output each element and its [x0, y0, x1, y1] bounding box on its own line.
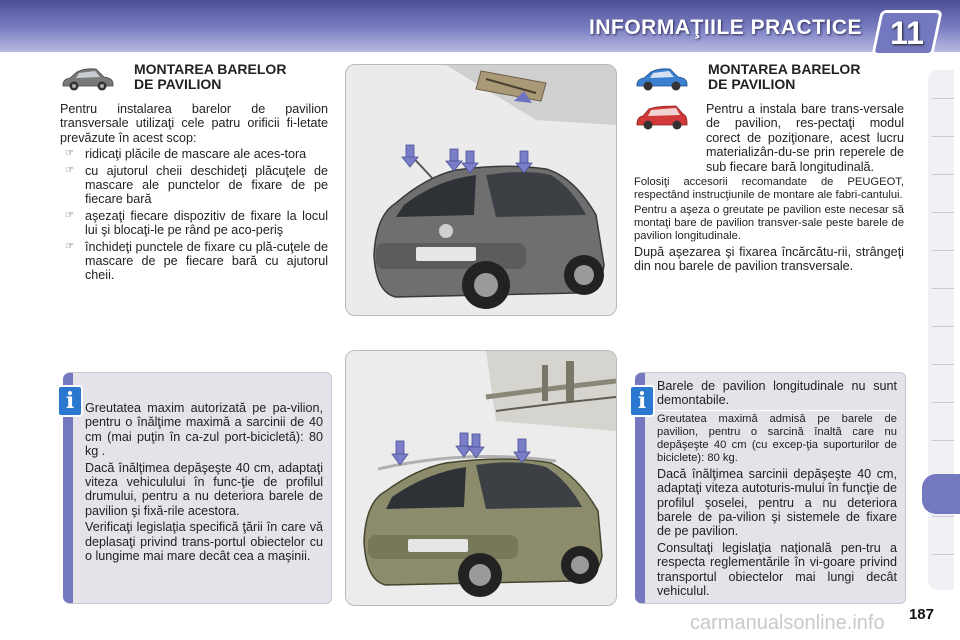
left-info-p1: Greutatea maxim autorizată pe pa-vilion, pentru o înălţime maximă a sarcinii de 40 cm (mai puţin în ca-zul port-bicicletă): 80 kg . — [85, 401, 323, 459]
chapter-number: 11 — [890, 15, 924, 51]
right-body — [634, 102, 904, 276]
right-p1: Pentru a instala bare trans-versale de pavilion, res-pectaţi modul corect de poziţionare, acest lucru materializân-du-se prin reperele de sub fiecare bară longitudinală. — [706, 102, 904, 174]
left-intro: Pentru instalarea barelor de pavilion transversale utilizaţi cele patru orificii fi-letate prevăzute în acest scop: — [60, 102, 328, 145]
left-steps — [60, 147, 328, 283]
right-info-p4: Consultaţi legislaţia naţională pen-tru a respecta reglementările în vi-goare privind transportul obiectelor mai lungi decât vehiculul. — [657, 540, 897, 599]
right-info-p1: Barele de pavilion longitudinale nu sunt demontabile. — [657, 379, 897, 411]
list-item: ☞ cu ajutorul cheii deschideţi plăcuţele de mascare ale punctelor de fixare de pe fiecare bară — [65, 163, 328, 207]
list-item: ☞ ridicaţi plăcile de mascare ale aces-tora — [65, 147, 307, 162]
right-info-p2: Greutatea maximă admisă pe barele de pavilion, pentru o sarcină înaltă care nu depăşeşte 40 cm (cu excep-ţia suporturilor de biciclete): 80 kg. — [657, 412, 897, 464]
estate-roof-photo — [345, 350, 617, 606]
right-title-line2: DE PAVILION — [708, 76, 796, 92]
pointing-hand-icon: ☞ — [65, 148, 74, 160]
grey-hatchback-icon — [60, 66, 116, 92]
page-header — [0, 0, 960, 52]
left-info-box — [64, 372, 332, 604]
right-info-box — [636, 372, 906, 604]
left-info-p3: Verificaţi legislaţia specifică ţării în care vă deplasaţi privind trans-portul obiectelor cu o lungime mai mare decât cea a maşinii. — [85, 520, 323, 564]
list-item: ☞ închideţi punctele de fixare cu plă-cuţele de mascare de pe fiecare bară cu ajutorul cheii. — [65, 239, 328, 283]
list-item: ☞ aşezaţi fiecare dispozitiv de fixare la locul lui şi blocaţi-le pe rând pe aco-periş — [65, 208, 328, 238]
left-info-p2: Dacă înălţimea depăşeşte 40 cm, adaptaţi viteza vehiculului în func-ţie de profilul drumului, pentru a nu deteriora barele de pavilion şi fixă-rile acestora. — [85, 460, 323, 518]
chapter-tab[interactable] — [922, 474, 960, 514]
left-title-line2: DE PAVILION — [134, 76, 222, 92]
right-info-p3: Dacă înălţimea sarcinii depăşeşte 40 cm, adaptaţi viteza autoturis-mului în funcţie de profilul şoselei, pentru a nu deteriora barele de pa-vilion şi sistemele de fixare de pe pavilion. — [657, 466, 897, 539]
pointing-hand-icon: ☞ — [65, 240, 74, 252]
right-p3: Pentru a aşeza o greutate pe pavilion este necesar să montaţi bare de pavilion transver-sale peste barele de pavilion longitudinale. — [634, 204, 904, 243]
page-title: INFORMAŢIILE PRACTICE — [589, 16, 862, 39]
left-title-line1: MONTAREA BARELOR — [134, 61, 287, 77]
info-icon: i — [629, 385, 655, 417]
pointing-hand-icon: ☞ — [65, 209, 74, 221]
pointing-hand-icon: ☞ — [65, 164, 74, 176]
watermark: carmanualsonline.info — [690, 612, 885, 634]
page-number: 187 — [908, 606, 934, 623]
left-body — [60, 102, 328, 285]
right-p2: Folosiţi accesorii recomandate de PEUGEOT, respectând instrucţiunile de montare ale fabri-cantului. — [634, 176, 904, 202]
blue-hatchback-icon — [634, 66, 690, 92]
right-p4: După aşezarea şi fixarea încărcătu-rii, strângeţi din nou barele de pavilion transversale. — [634, 245, 904, 274]
right-title-line1: MONTAREA BARELOR — [708, 61, 861, 77]
chapter-badge — [871, 10, 943, 56]
info-icon: i — [57, 385, 83, 417]
hatchback-roof-photo — [345, 64, 617, 316]
